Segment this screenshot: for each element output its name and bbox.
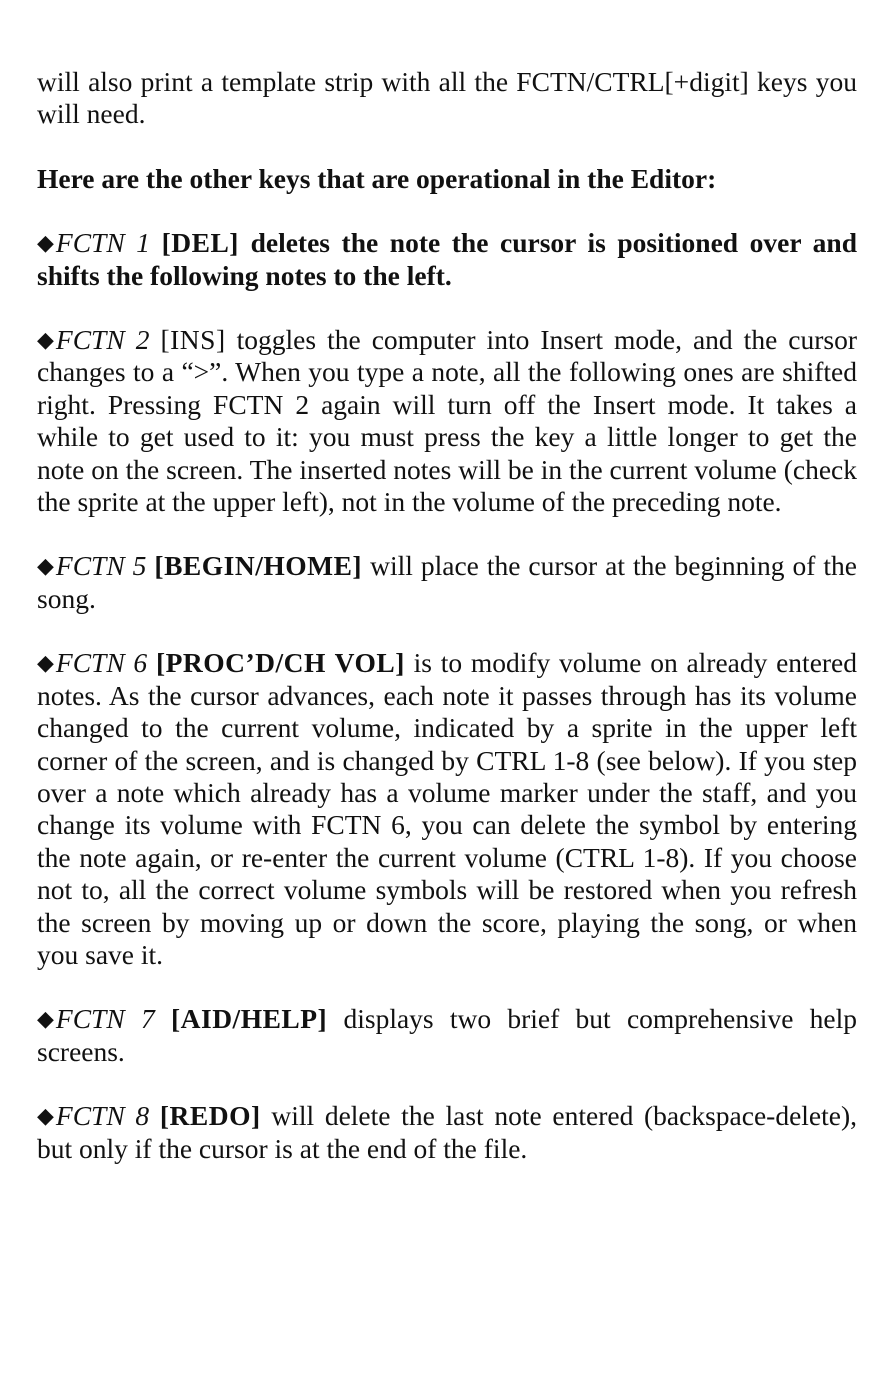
key-description: will place the cursor at the beginning of the song. bbox=[37, 550, 857, 614]
key-entry-fctn-7 bbox=[37, 1003, 857, 1068]
key-combo: FCTN 6 bbox=[55, 647, 148, 679]
key-label: [INS] bbox=[160, 324, 226, 356]
key-label: [BEGIN/HOME] bbox=[154, 550, 363, 582]
key-description: is to modify volume on already entered notes. As the cursor advances, each note it passes through has its volume changed to the current volume, indicated by a sprite in the upper left corner of the screen, and is changed by CTRL 1-8 (see below). If you step over a note which already has a volume marker under the staff, and you change its volume with FCTN 6, you can delete the symbol by entering the note again, or re-enter the current volume (CTRL 1-8). If you choose not to, all the correct volume symbols will be restored when you refresh the screen by moving up or down the score, playing the song, or when you save it. bbox=[37, 647, 858, 970]
key-entry-fctn-2 bbox=[37, 324, 857, 518]
key-description: will delete the last note entered (backspace-delete), but only if the cursor is at the end of the file. bbox=[37, 1100, 858, 1164]
lead-paragraph: Here are the other keys that are operational in the Editor: bbox=[37, 162, 717, 194]
key-label: [REDO] bbox=[159, 1100, 261, 1132]
key-label: [DEL] bbox=[161, 227, 239, 259]
key-entry-fctn-8 bbox=[37, 1100, 857, 1165]
document-page bbox=[37, 66, 857, 1197]
key-entry-fctn-5 bbox=[37, 550, 857, 615]
key-entry-fctn-6 bbox=[37, 647, 857, 971]
key-label: [AID/HELP] bbox=[170, 1003, 328, 1035]
key-description: displays two brief but comprehensive help screens. bbox=[37, 1003, 858, 1067]
key-combo: FCTN 7 bbox=[55, 1003, 155, 1035]
diamond-bullet-icon: ◆ bbox=[37, 327, 54, 353]
key-entry-fctn-1 bbox=[37, 227, 857, 292]
key-combo: FCTN 2 bbox=[55, 324, 150, 356]
diamond-bullet-icon: ◆ bbox=[37, 650, 54, 676]
key-combo: FCTN 5 bbox=[55, 550, 147, 582]
key-description: toggles the computer into Insert mode, and the cursor changes to a “>”. When you type a note, all the following ones are shifted right. Pressing FCTN 2 again will turn off the Insert mode. It takes a while to get used to it: you must press the key a little longer to get the note on the screen. The inserted notes will be in the current volume (check the sprite at the upper left), not in the volume of the preceding note. bbox=[37, 324, 858, 518]
key-label: [PROC’D/CH VOL] bbox=[155, 647, 405, 679]
diamond-bullet-icon: ◆ bbox=[37, 553, 54, 579]
diamond-bullet-icon: ◆ bbox=[37, 1103, 54, 1129]
key-combo: FCTN 8 bbox=[55, 1100, 150, 1132]
diamond-bullet-icon: ◆ bbox=[37, 1006, 54, 1032]
key-combo: FCTN 1 bbox=[55, 227, 151, 259]
intro-paragraph: will also print a template strip with all the FCTN/CTRL[+digit] keys you will need. bbox=[37, 66, 857, 130]
key-description: deletes the note the cursor is positioned over and shifts the following notes to the left. bbox=[37, 227, 858, 291]
diamond-bullet-icon: ◆ bbox=[37, 230, 54, 256]
